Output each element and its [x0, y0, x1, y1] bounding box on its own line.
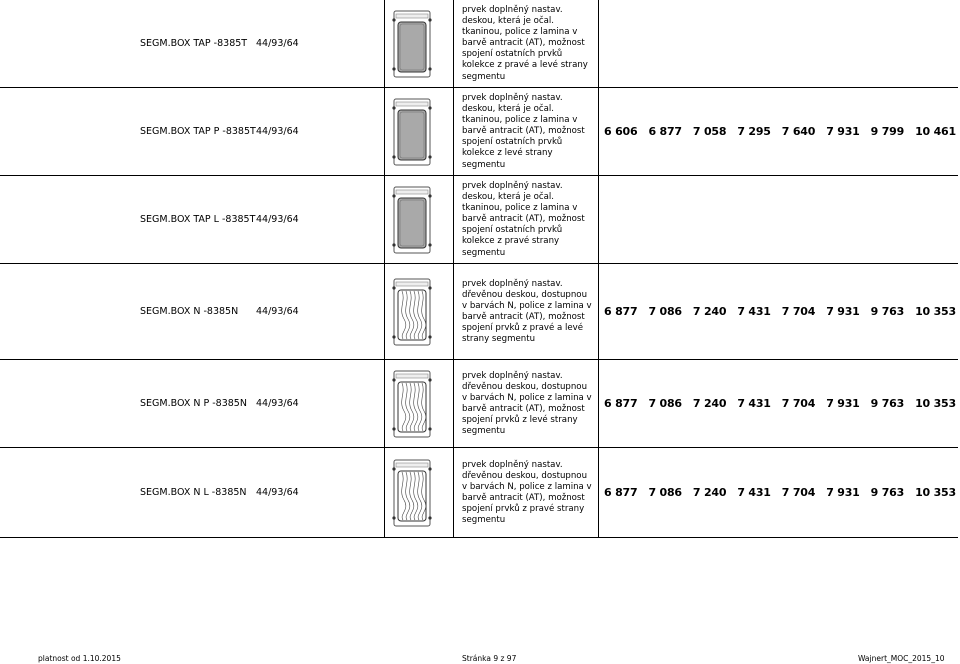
- price-list: [604, 486, 956, 499]
- price-cell: 7 704: [781, 397, 816, 410]
- wood-panel-icon: [392, 277, 432, 351]
- column-divider: [384, 264, 385, 360]
- price-cell: 9 799: [870, 125, 905, 138]
- price-cell: 7 240: [692, 397, 727, 410]
- product-dimensions: 44/93/64: [256, 487, 299, 498]
- price-cell: 7 240: [692, 305, 727, 318]
- product-name: SEGM.BOX TAP -8385T: [140, 38, 248, 49]
- price-cell: 6 877: [604, 397, 638, 410]
- price-cell: 7 086: [648, 486, 682, 499]
- price-cell: 7 086: [648, 305, 682, 318]
- footer-page-number: Stránka 9 z 97: [462, 654, 517, 663]
- textile-panel-icon: [392, 9, 432, 83]
- column-divider: [453, 88, 454, 176]
- column-divider: [598, 88, 599, 176]
- price-cell: 7 431: [737, 305, 771, 318]
- row-divider: [0, 537, 958, 538]
- price-cell: 10 353: [915, 397, 956, 410]
- price-cell: 6 877: [604, 486, 638, 499]
- column-divider: [453, 360, 454, 448]
- column-divider: [384, 448, 385, 538]
- footer-doc-id: Wajnert_MOC_2015_10: [858, 654, 945, 663]
- column-divider: [598, 264, 599, 360]
- price-cell: 7 431: [737, 397, 771, 410]
- table-row: [0, 360, 958, 448]
- product-description: prvek doplněný nastav. dřevěnou deskou, dostupnou v barvách N, police z lamina v barvě antracit (AT), možnost spojení prvků z levé strany segmentu: [462, 370, 592, 436]
- wood-panel-icon: [392, 369, 432, 443]
- wood-panel-icon: [392, 458, 432, 532]
- column-divider: [384, 360, 385, 448]
- price-cell: 9 763: [870, 305, 905, 318]
- price-cell: 7 931: [826, 305, 860, 318]
- product-description: prvek doplněný nastav. deskou, která je očal. tkaninou, police z lamina v barvě antracit (AT), možnost spojení ostatních prvků kolekce z pravé strany segmentu: [462, 181, 585, 258]
- table-row: [0, 448, 958, 538]
- price-list: [604, 305, 956, 318]
- price-cell: 6 877: [604, 305, 638, 318]
- column-divider: [598, 0, 599, 88]
- price-cell: 10 461: [915, 125, 956, 138]
- product-name: SEGM.BOX N -8385N: [140, 306, 239, 317]
- table-row: [0, 88, 958, 176]
- price-cell: 7 640: [781, 125, 816, 138]
- product-dimensions: 44/93/64: [256, 306, 299, 317]
- product-dimensions: 44/93/64: [256, 126, 299, 137]
- column-divider: [453, 264, 454, 360]
- column-divider: [384, 176, 385, 264]
- price-cell: 7 704: [781, 305, 816, 318]
- price-cell: 7 086: [648, 397, 682, 410]
- table-row: [0, 0, 958, 88]
- column-divider: [384, 0, 385, 88]
- price-cell: 7 431: [737, 486, 771, 499]
- product-description: prvek doplněný nastav. dřevěnou deskou, dostupnou v barvách N, police z lamina v barvě antracit (AT), možnost spojení prvků z pravé a levé strany segmentu: [462, 278, 592, 344]
- table-row: [0, 264, 958, 360]
- product-description: prvek doplněný nastav. deskou, která je očal. tkaninou, police z lamina v barvě antracit (AT), možnost spojení ostatních prvků kolekce z pravé a levé strany segmentu: [462, 5, 588, 82]
- price-list: [604, 397, 956, 410]
- price-cell: 7 295: [737, 125, 771, 138]
- column-divider: [598, 176, 599, 264]
- column-divider: [453, 0, 454, 88]
- table-row: [0, 176, 958, 264]
- product-dimensions: 44/93/64: [256, 38, 299, 49]
- price-cell: 7 931: [826, 125, 860, 138]
- product-dimensions: 44/93/64: [256, 398, 299, 409]
- footer-valid-from: platnost od 1.10.2015: [38, 654, 121, 663]
- column-divider: [384, 88, 385, 176]
- textile-panel-icon: [392, 185, 432, 259]
- textile-panel-icon: [392, 97, 432, 171]
- price-cell: 7 931: [826, 486, 860, 499]
- product-name: SEGM.BOX TAP P -8385T: [140, 126, 256, 137]
- price-cell: 6 877: [648, 125, 682, 138]
- price-cell: 7 931: [826, 397, 860, 410]
- price-cell: 7 240: [692, 486, 727, 499]
- product-description: prvek doplněný nastav. dřevěnou deskou, dostupnou v barvách N, police z lamina v barvě antracit (AT), možnost spojení prvků z pravé strany segmentu: [462, 459, 592, 525]
- price-cell: 6 606: [604, 125, 638, 138]
- product-name: SEGM.BOX N P -8385N: [140, 398, 247, 409]
- price-cell: 7 704: [781, 486, 816, 499]
- price-cell: 9 763: [870, 486, 905, 499]
- price-cell: 9 763: [870, 397, 905, 410]
- product-name: SEGM.BOX N L -8385N: [140, 487, 247, 498]
- product-description: prvek doplněný nastav. deskou, která je očal. tkaninou, police z lamina v barvě antracit (AT), možnost spojení ostatních prvků kolekce z levé strany segmentu: [462, 93, 585, 170]
- price-cell: 10 353: [915, 305, 956, 318]
- column-divider: [598, 448, 599, 538]
- column-divider: [598, 360, 599, 448]
- product-name: SEGM.BOX TAP L -8385T: [140, 214, 256, 225]
- price-list: [604, 125, 956, 138]
- column-divider: [453, 176, 454, 264]
- price-cell: 7 058: [692, 125, 727, 138]
- price-cell: 10 353: [915, 486, 956, 499]
- column-divider: [453, 448, 454, 538]
- product-dimensions: 44/93/64: [256, 214, 299, 225]
